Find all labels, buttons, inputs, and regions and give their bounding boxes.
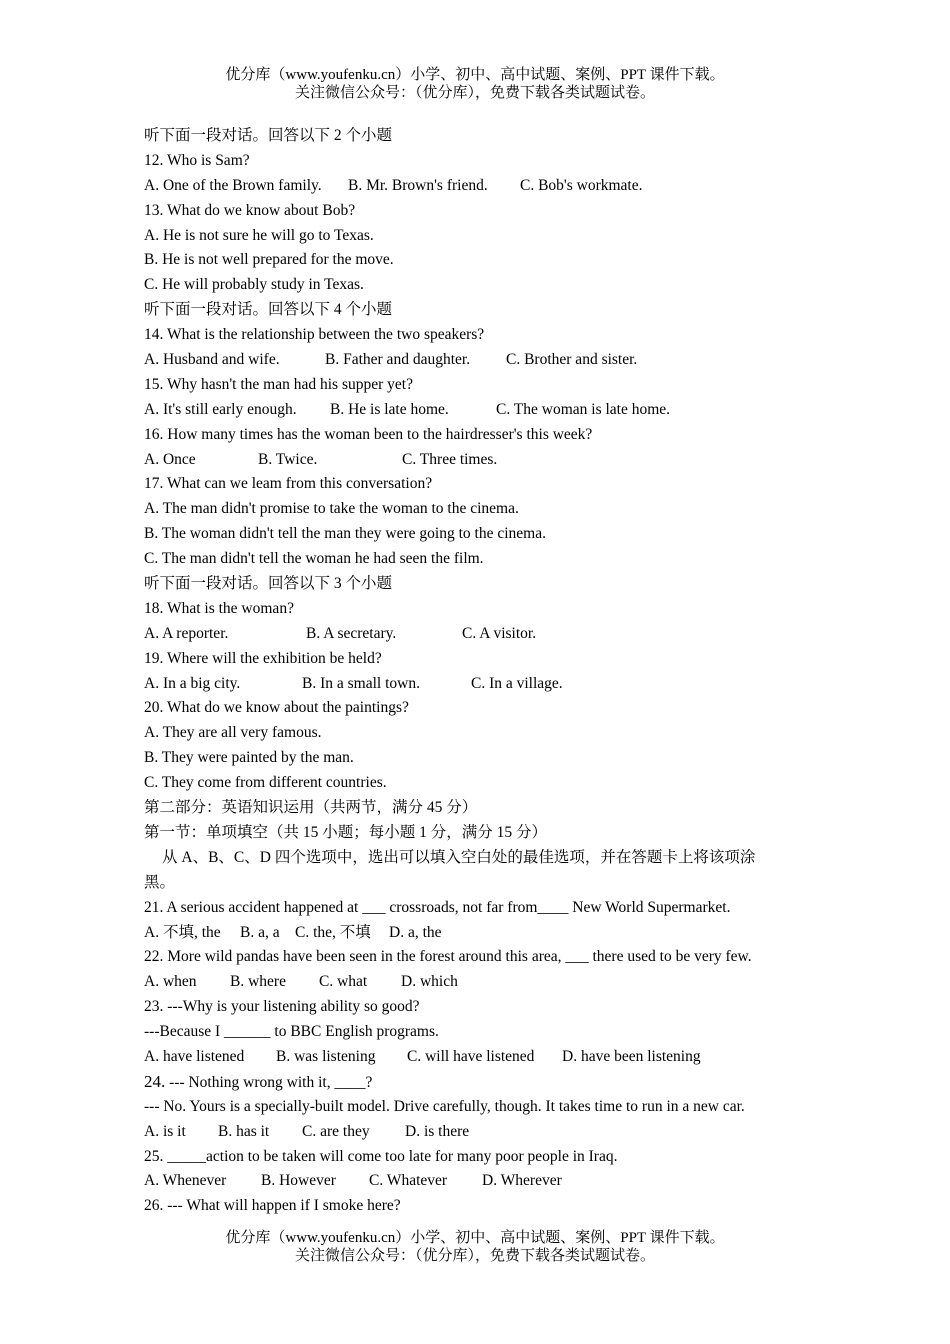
option-b: B. A secretary. — [306, 624, 397, 642]
question-24-text: --- Nothing wrong with it, ____? — [169, 1073, 373, 1091]
part-heading: 第二部分：英语知识运用（共两节，满分 45 分） — [144, 799, 478, 817]
question-20: 20. What do we know about the paintings? — [144, 699, 409, 717]
option-c: C. will have listened — [407, 1047, 535, 1065]
question-21-options — [144, 921, 809, 946]
question-24-options — [144, 1120, 809, 1145]
option-d: D. Wherever — [482, 1172, 562, 1190]
option-a: A. 不填, the — [144, 923, 221, 941]
option-c: C. what — [319, 973, 368, 991]
question-15: 15. Why hasn't the man had his supper yet? — [144, 375, 413, 393]
option-a: A. Whenever — [144, 1172, 227, 1190]
question-19: 19. Where will the exhibition be held? — [144, 649, 382, 667]
question-22: 22. More wild pandas have been seen in the forest around this area, ___ there used to be very few. — [144, 948, 752, 966]
option-c: C. They come from different countries. — [144, 774, 387, 792]
question-26: 26. --- What will happen if I smoke here? — [144, 1197, 401, 1215]
option-c: C. The woman is late home. — [496, 400, 671, 418]
question-25: 25. _____action to be taken will come too late for many poor people in Iraq. — [144, 1147, 618, 1165]
question-14: 14. What is the relationship between the two speakers? — [144, 326, 485, 344]
question-16: 16. How many times has the woman been to the hairdresser's this week? — [144, 425, 593, 443]
question-15-options — [144, 398, 809, 423]
option-b: B. Twice. — [258, 450, 318, 468]
option-b: B. a, a — [240, 923, 280, 941]
option-a: A. It's still early enough. — [144, 400, 297, 418]
page-footer — [0, 1229, 950, 1265]
option-b: B. where — [230, 973, 286, 991]
question-17: 17. What can we leam from this conversation? — [144, 475, 433, 493]
section-heading: 听下面一段对话。回答以下 3 个小题 — [144, 575, 393, 593]
question-13: 13. What do we know about Bob? — [144, 201, 356, 219]
option-b: B. In a small town. — [302, 674, 420, 692]
option-a: A. A reporter. — [144, 624, 229, 642]
option-a: A. In a big city. — [144, 674, 241, 692]
option-b: B. Mr. Brown's friend. — [348, 176, 488, 194]
option-b: B. Father and daughter. — [325, 351, 471, 369]
question-23: 23. ---Why is your listening ability so good? — [144, 998, 420, 1016]
option-d: D. have been listening — [562, 1047, 701, 1065]
header-line-2: 关注微信公众号：（优分库），免费下载各类试题试卷。 — [294, 85, 655, 101]
option-c: C. Three times. — [402, 450, 498, 468]
option-d: D. is there — [405, 1122, 470, 1140]
exam-content — [144, 124, 809, 1219]
question-16-options — [144, 448, 809, 473]
option-a: A. when — [144, 973, 197, 991]
option-a: A. have listened — [144, 1047, 245, 1065]
option-a: A. He is not sure he will go to Texas. — [144, 226, 374, 244]
question-23-reply: ---Because I ______ to BBC English programs. — [144, 1023, 439, 1041]
instructions-cont: 黑。 — [144, 873, 176, 891]
option-a: A. They are all very famous. — [144, 724, 322, 742]
option-d: D. a, the — [389, 923, 442, 941]
page-header — [0, 66, 950, 102]
option-b: B. He is late home. — [330, 400, 449, 418]
option-a: A. Husband and wife. — [144, 351, 280, 369]
option-c: C. The man didn't tell the woman he had seen the film. — [144, 550, 484, 568]
option-b: B. He is not well prepared for the move. — [144, 251, 394, 269]
option-c: C. In a village. — [471, 674, 563, 692]
option-c: C. Bob's workmate. — [520, 176, 643, 194]
option-c: C. A visitor. — [462, 624, 537, 642]
option-c: C. the, 不填 — [295, 923, 371, 941]
question-23-options — [144, 1045, 809, 1070]
option-b: B. has it — [218, 1122, 270, 1140]
section-heading: 第一节：单项填空（共 15 小题；每小题 1 分，满分 15 分） — [144, 823, 548, 841]
footer-line-1: 优分库（www.youfenku.cn）小学、初中、高中试题、案例、PPT 课件下载。 — [225, 1230, 725, 1246]
option-a: A. One of the Brown family. — [144, 176, 322, 194]
option-c: C. He will probably study in Texas. — [144, 276, 364, 294]
header-line-1: 优分库（www.youfenku.cn）小学、初中、高中试题、案例、PPT 课件下载。 — [225, 67, 725, 83]
option-c: C. Whatever — [369, 1172, 448, 1190]
section-heading: 听下面一段对话。回答以下 2 个小题 — [144, 127, 393, 144]
question-12-options — [144, 174, 809, 199]
question-24 — [144, 1070, 809, 1095]
option-a: A. The man didn't promise to take the woman to the cinema. — [144, 500, 519, 518]
question-25-options — [144, 1169, 809, 1194]
option-b: B. The woman didn't tell the man they were going to the cinema. — [144, 525, 546, 543]
question-22-options — [144, 970, 809, 995]
instructions: 从 A、B、C、D 四个选项中，选出可以填入空白处的最佳选项，并在答题卡上将该项涂 — [162, 848, 756, 866]
section-heading: 听下面一段对话。回答以下 4 个小题 — [144, 301, 393, 319]
question-19-options — [144, 672, 809, 697]
footer-line-2: 关注微信公众号：（优分库），免费下载各类试题试卷。 — [294, 1248, 655, 1264]
option-a: A. is it — [144, 1122, 186, 1140]
question-18-options — [144, 622, 809, 647]
question-24-number: 24. — [144, 1071, 166, 1091]
question-14-options — [144, 348, 809, 373]
question-12: 12. Who is Sam? — [144, 151, 250, 169]
option-b: B. They were painted by the man. — [144, 749, 354, 767]
option-b: B. However — [261, 1172, 336, 1190]
option-c: C. are they — [302, 1122, 370, 1140]
option-a: A. Once — [144, 450, 196, 468]
question-21: 21. A serious accident happened at ___ crossroads, not far from____ New World Supermarket. — [144, 898, 731, 916]
option-c: C. Brother and sister. — [506, 351, 638, 369]
question-24-reply: --- No. Yours is a specially-built model. Drive carefully, though. It takes time to run in a new car. — [144, 1097, 745, 1115]
option-d: D. which — [401, 973, 458, 991]
option-b: B. was listening — [276, 1047, 376, 1065]
question-18: 18. What is the woman? — [144, 599, 294, 617]
